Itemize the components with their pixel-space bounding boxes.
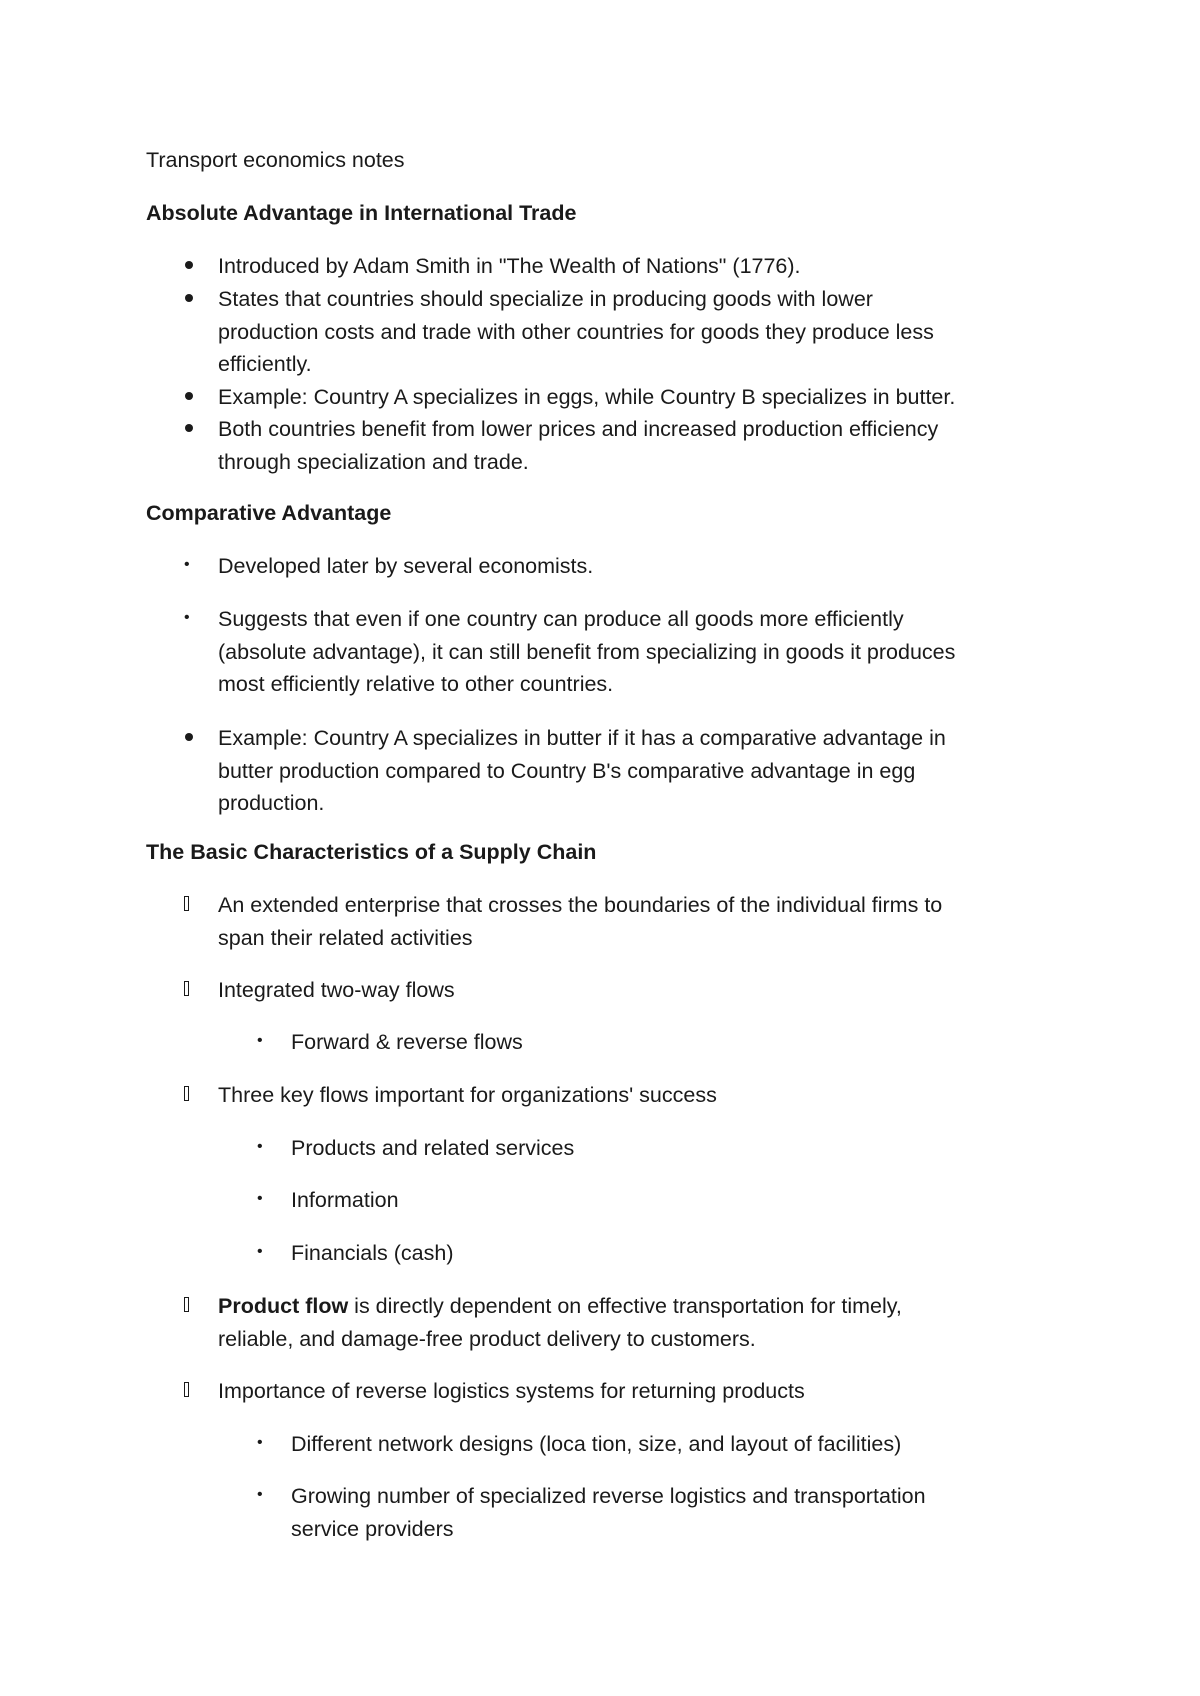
bold-lead-text: Product flow — [218, 1294, 349, 1318]
bullet-dot — [185, 261, 193, 269]
bullet-dot: • — [257, 1138, 263, 1155]
bullet-dot: • — [257, 1243, 263, 1260]
bullet-dot: • — [257, 1434, 263, 1451]
list-item-text: States that countries should specialize in producing goods with lower — [218, 287, 873, 311]
square-bullet-icon — [184, 1086, 189, 1101]
list-item-text: most efficiently relative to other countries. — [218, 672, 614, 696]
bullet-dot: • — [184, 609, 190, 626]
list-item-text: Example: Country A specializes in eggs, while Country B specializes in butter. — [218, 385, 956, 409]
list-item-text: production costs and trade with other countries for goods they produce less — [218, 320, 934, 344]
list-item-text: butter production compared to Country B's comparative advantage in egg — [218, 759, 916, 783]
list-item-text: An extended enterprise that crosses the boundaries of the individual firms to — [218, 893, 943, 917]
square-bullet-icon — [184, 1297, 189, 1312]
section-heading: The Basic Characteristics of a Supply Chain — [146, 840, 597, 864]
list-item-text: Suggests that even if one country can produce all goods more efficiently — [218, 607, 904, 631]
bullet-dot: • — [257, 1190, 263, 1207]
list-item-text — [218, 1296, 902, 1318]
bullet-dot: • — [184, 556, 190, 573]
sub-list-item-text: Information — [291, 1188, 399, 1212]
sub-list-item-text: Financials (cash) — [291, 1241, 454, 1265]
list-item-text: span their related activities — [218, 926, 473, 950]
bullet-dot — [185, 392, 193, 400]
bullet-dot — [185, 294, 193, 302]
list-item-text-rest: is directly dependent on effective transportation for timely, — [348, 1294, 902, 1318]
list-item-text: Importance of reverse logistics systems for returning products — [218, 1379, 805, 1403]
bullet-dot — [185, 424, 193, 432]
sub-list-item-text: Forward & reverse flows — [291, 1030, 523, 1054]
square-bullet-icon — [184, 896, 189, 911]
sub-list-item-text: Different network designs (loca tion, size, and layout of facilities) — [291, 1432, 902, 1456]
square-bullet-icon — [184, 981, 189, 996]
sub-list-item-text: Growing number of specialized reverse logistics and transportation — [291, 1484, 926, 1508]
section-heading: Comparative Advantage — [146, 501, 392, 525]
sub-list-item-text: Products and related services — [291, 1136, 575, 1160]
page-title: Transport economics notes — [146, 148, 405, 172]
bullet-dot: • — [257, 1032, 263, 1049]
list-item-text: through specialization and trade. — [218, 450, 529, 474]
sub-list-item-text: service providers — [291, 1517, 454, 1541]
list-item-text: production. — [218, 791, 325, 815]
list-item-text: Example: Country A specializes in butter if it has a comparative advantage in — [218, 726, 946, 750]
section-heading: Absolute Advantage in International Trade — [146, 201, 577, 225]
list-item-text: efficiently. — [218, 352, 312, 376]
list-item-text: reliable, and damage-free product delivery to customers. — [218, 1327, 756, 1351]
list-item-text: (absolute advantage), it can still benefit from specializing in goods it produces — [218, 640, 956, 664]
bullet-dot — [185, 733, 193, 741]
square-bullet-icon — [184, 1382, 189, 1397]
list-item-text: Integrated two-way flows — [218, 978, 455, 1002]
list-item-text: Developed later by several economists. — [218, 554, 594, 578]
list-item-text: Introduced by Adam Smith in "The Wealth of Nations" (1776). — [218, 254, 801, 278]
bullet-dot: • — [257, 1486, 263, 1503]
list-item-text: Three key flows important for organizations' success — [218, 1083, 717, 1107]
list-item-text: Both countries benefit from lower prices and increased production efficiency — [218, 417, 939, 441]
